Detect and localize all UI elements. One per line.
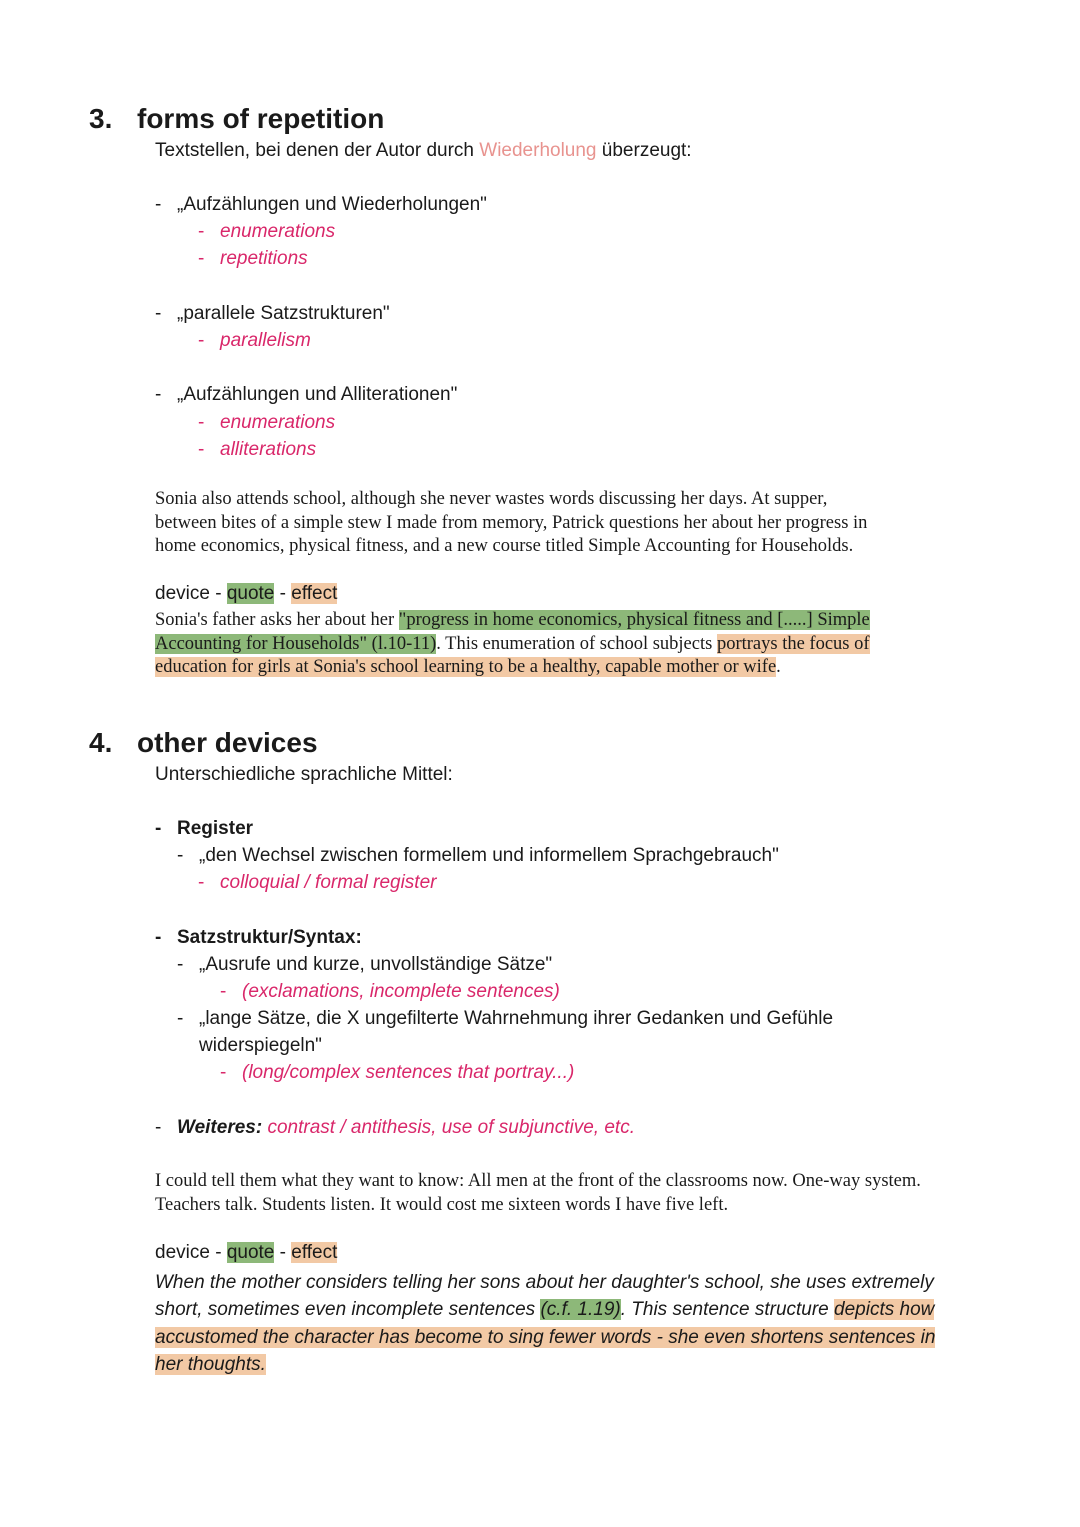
subtitle-highlight: Wiederholung — [479, 140, 597, 161]
section-4-subtitle: Unterschiedliche sprachliche Mittel: — [155, 764, 453, 785]
legend-effect: effect — [291, 583, 338, 604]
legend-effect: effect — [291, 1242, 338, 1263]
register-quote: - „den Wechsel zwischen formellem und informellem Sprachgebrauch" — [177, 845, 779, 866]
list-sub-item: - enumerations — [198, 221, 336, 242]
list-item: - „Aufzählungen und Alliterationen" — [155, 384, 458, 405]
effect-highlight: accustomed the character has become to sing fewer words - she even shortens sentences in — [155, 1326, 936, 1348]
effect-highlight: depicts how — [834, 1299, 935, 1321]
analysis-1: Sonia's father asks her about her "progress in home economics, physical fitness and [.....] Simple Accounting for Households" (l.10-11). This enumeration of school subjects portrays the focus of education for girls at Sonia's school learning to be a healthy, capable mother or wife. — [155, 610, 870, 677]
legend-1: device - quote - effect — [155, 583, 338, 604]
quote-highlight: "progress in home economics, physical fitness and [.....] Simple — [398, 610, 870, 630]
list-item: - „Aufzählungen und Wiederholungen" — [155, 194, 487, 215]
quote-highlight: Accounting for Households" (l.10-11) — [155, 633, 437, 654]
effect-highlight: portrays the focus of — [716, 633, 870, 654]
section-3-title: forms of repetition — [137, 103, 385, 134]
register-sub: - colloquial / formal register — [198, 872, 437, 893]
list-sub-item: - enumerations — [198, 412, 336, 433]
list-sub-item: - repetitions — [198, 248, 308, 269]
legend-2: device - quote - effect — [155, 1242, 338, 1263]
syntax-sub-1: - (exclamations, incomplete sentences) — [220, 981, 560, 1002]
syntax-quote-2-cont: widerspiegeln" — [199, 1035, 322, 1056]
section-4-number: 4. — [89, 727, 113, 758]
excerpt-1: Sonia also attends school, although she never wastes words discussing her days. At supper, between bites of a simple stew I made from memory, Patrick questions her about her progress in home economics, physical fitness, and a new course titled Simple Accounting for Households. — [155, 489, 868, 556]
list-item: - „parallele Satzstrukturen" — [155, 303, 390, 324]
section-4-title: other devices — [137, 727, 318, 758]
register-heading: - Register — [155, 818, 254, 839]
syntax-quote-2: - „lange Sätze, die X ungefilterte Wahrnehmung ihrer Gedanken und Gefühle — [177, 1008, 834, 1029]
section-3-number: 3. — [89, 103, 113, 134]
list-sub-item: - alliterations — [198, 439, 317, 460]
legend-quote: quote — [226, 1242, 275, 1263]
list-sub-item: - parallelism — [198, 330, 311, 351]
effect-highlight: education for girls at Sonia's school learning to be a healthy, capable mother or wife — [155, 657, 777, 677]
excerpt-2: I could tell them what they want to know: All men at the front of the classrooms now. One-way system. Teachers talk. Students listen. It would cost me sixteen words I have five left. — [155, 1171, 921, 1215]
effect-highlight: her thoughts. — [155, 1353, 266, 1375]
syntax-sub-2: - (long/complex sentences that portray...) — [220, 1062, 575, 1083]
weiteres: - Weiteres: contrast / antithesis, use of subjunctive, etc. — [155, 1117, 635, 1138]
syntax-heading: - Satzstruktur/Syntax: — [155, 927, 362, 948]
analysis-2: When the mother considers telling her sons about her daughter's school, she uses extremely short, sometimes even incomplete sentences (c.f. 1.19). This sentence structure depicts how accustomed the character has become to sing fewer words - she even shortens sentences in her thoughts. — [155, 1272, 936, 1375]
quote-highlight: (c.f. 1.19) — [540, 1299, 621, 1321]
syntax-quote-1: - „Ausrufe und kurze, unvollständige Sätze" — [177, 954, 553, 975]
legend-quote: quote — [226, 583, 275, 604]
section-3-subtitle: Textstellen, bei denen der Autor durch Wiederholung überzeugt: — [155, 140, 692, 161]
